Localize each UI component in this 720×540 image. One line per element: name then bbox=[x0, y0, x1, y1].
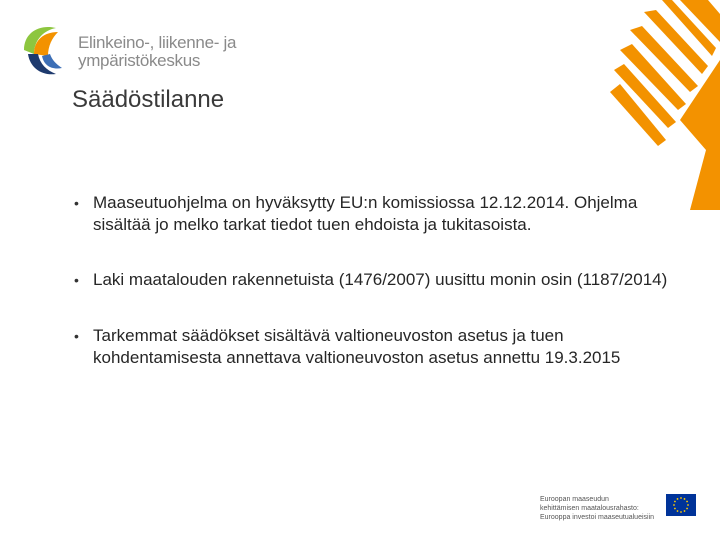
eu-star-icon bbox=[674, 501, 676, 503]
eu-star-icon bbox=[673, 504, 675, 506]
eu-funding-line3: Eurooppa investoi maaseutualueisiin bbox=[540, 514, 655, 521]
bullet-item: • Tarkemmat säädökset sisältävä valtioneuvoston asetus ja tuen kohdentamisesta annettava valtioneuvoston asetus annettu 19.3.2015 bbox=[72, 325, 682, 369]
eu-star-icon bbox=[686, 508, 688, 510]
eu-star-icon bbox=[680, 497, 682, 499]
eu-star-icon bbox=[684, 498, 686, 500]
eu-star-icon bbox=[684, 510, 686, 512]
slide-title: Säädöstilanne bbox=[72, 86, 225, 113]
eu-star-icon bbox=[677, 498, 679, 500]
organization-name-line1: Elinkeino-, liikenne- ja bbox=[78, 33, 237, 52]
bullet-item: • Maaseutuohjelma on hyväksytty EU:n komissiossa 12.12.2014. Ohjelma sisältää jo melko tarkat tiedot tuen ehdoista ja tukitasoista. bbox=[72, 192, 682, 236]
eu-star-icon bbox=[680, 511, 682, 513]
eu-star-icon bbox=[686, 501, 688, 503]
bullet-item: • Laki maatalouden rakennetuista (1476/2007) uusittu monin osin (1187/2014) bbox=[72, 269, 682, 291]
eu-star-icon bbox=[677, 510, 679, 512]
decorative-arrow-graphic bbox=[530, 0, 720, 210]
organization-name-line2: ympäristökeskus bbox=[78, 51, 201, 70]
eu-funding-line2: kehittämisen maatalousrahasto: bbox=[540, 505, 639, 512]
eu-funding-line1: Euroopan maaseudun bbox=[540, 496, 609, 503]
organization-name bbox=[78, 34, 236, 70]
bullet-list bbox=[72, 192, 682, 369]
eu-flag-icon bbox=[666, 494, 696, 516]
ely-logo-icon bbox=[18, 20, 80, 78]
eu-star-icon bbox=[674, 508, 676, 510]
eu-star-icon bbox=[687, 504, 689, 506]
eu-funding-text bbox=[540, 495, 665, 522]
